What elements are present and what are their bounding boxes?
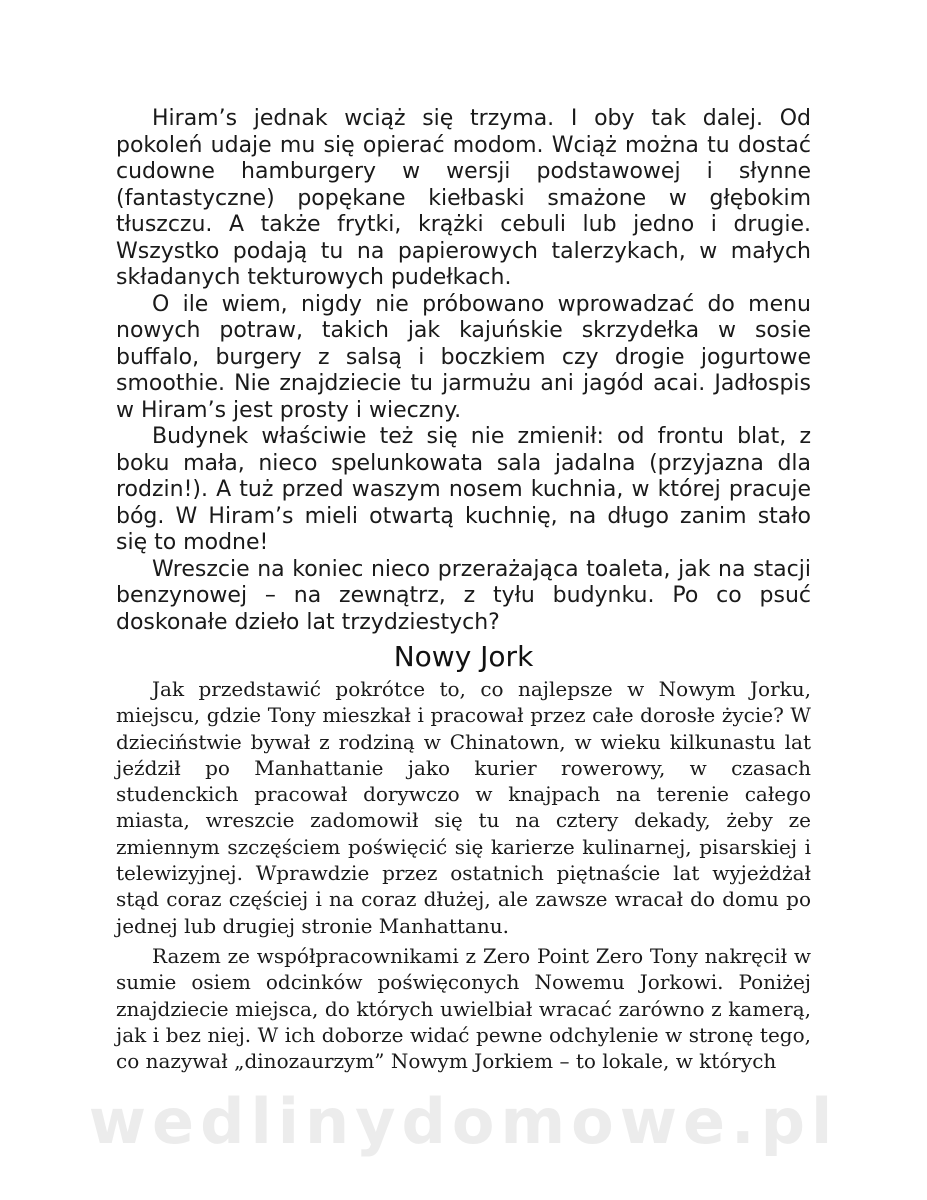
paragraph: Jak przedstawić pokrótce to, co najlepsze w Nowym Jorku, miejscu, gdzie Tony mieszkał i pracował przez całe dorosłe życie? W dzieciństwie bywał z rodziną w Chinatown, w wieku kilkunastu lat jeździł po Manhattanie jako kurier rowerowy, w czasach studenckich pracował dorywczo w knajpach na terenie całego miasta, wreszcie zadomowił się tu na cztery dekady, żeby ze zmiennym szczęściem poświęcić się karierze kulinarnej, pisarskiej i telewizyjnej. Wprawdzie przez ostatnich piętnaście lat wyjeżdżał stąd coraz częściej i na coraz dłużej, ale zawsze wracał do domu po jednej lub drugiej stronie Manhattanu. <box>116 677 811 938</box>
paragraph: Hiram’s jednak wciąż się trzyma. I oby tak dalej. Od pokoleń udaje mu się opierać modom. Wciąż można tu dostać cudowne hamburgery w wersji podstawowej i słynne (fantastyczne) popękane kiełbaski smażone w głębokim tłuszczu. A także frytki, krążki cebuli lub jedno i drugie. Wszystko podają tu na papierowych talerzykach, w małych składanych tekturowych pudełkach. <box>116 106 811 290</box>
paragraph: O ile wiem, nigdy nie próbowano wprowadzać do menu nowych potraw, takich jak kajuńskie skrzydełka w sosie buffalo, burgery z salsą i boczkiem czy drogie jogurtowe smoothie. Nie znajdziecie tu jarmużu ani jagód acai. Jadłospis w Hiram’s jest prosty i wieczny. <box>116 291 811 423</box>
paragraph: Budynek właściwie też się nie zmienił: od frontu blat, z boku mała, nieco spelunkowata sala jadalna (przyjazna dla rodzin!). A tuż przed waszym nosem kuchnia, w której pracuje bóg. W Hiram’s mieli otwartą kuchnię, na długo zanim stało się to modne! <box>116 424 811 555</box>
page-content <box>116 106 811 1074</box>
paragraph: Razem ze współpracownikami z Zero Point Zero Tony nakręcił w sumie osiem odcinków poświęconych Nowemu Jorkowi. Poniżej znajdziecie miejsca, do których uwielbiał wracać zarówno z kamerą, jak i bez niej. W ich doborze widać pewne odchylenie w stronę tego, co nazywał „dinozaurzym” Nowym Jorkiem – to lokale, w których <box>116 943 811 1074</box>
watermark: wedlinydomowe.pl <box>88 1085 839 1158</box>
section-heading: Nowy Jork <box>393 640 534 673</box>
new-york-section <box>116 676 811 1074</box>
paragraph: Wreszcie na koniec nieco przerażająca toaleta, jak na stacji benzynowej – na zewnątrz, z tyłu budynku. Po co psuć doskonałe dzieło lat trzydziestych? <box>116 556 811 635</box>
hirams-section <box>116 106 811 636</box>
